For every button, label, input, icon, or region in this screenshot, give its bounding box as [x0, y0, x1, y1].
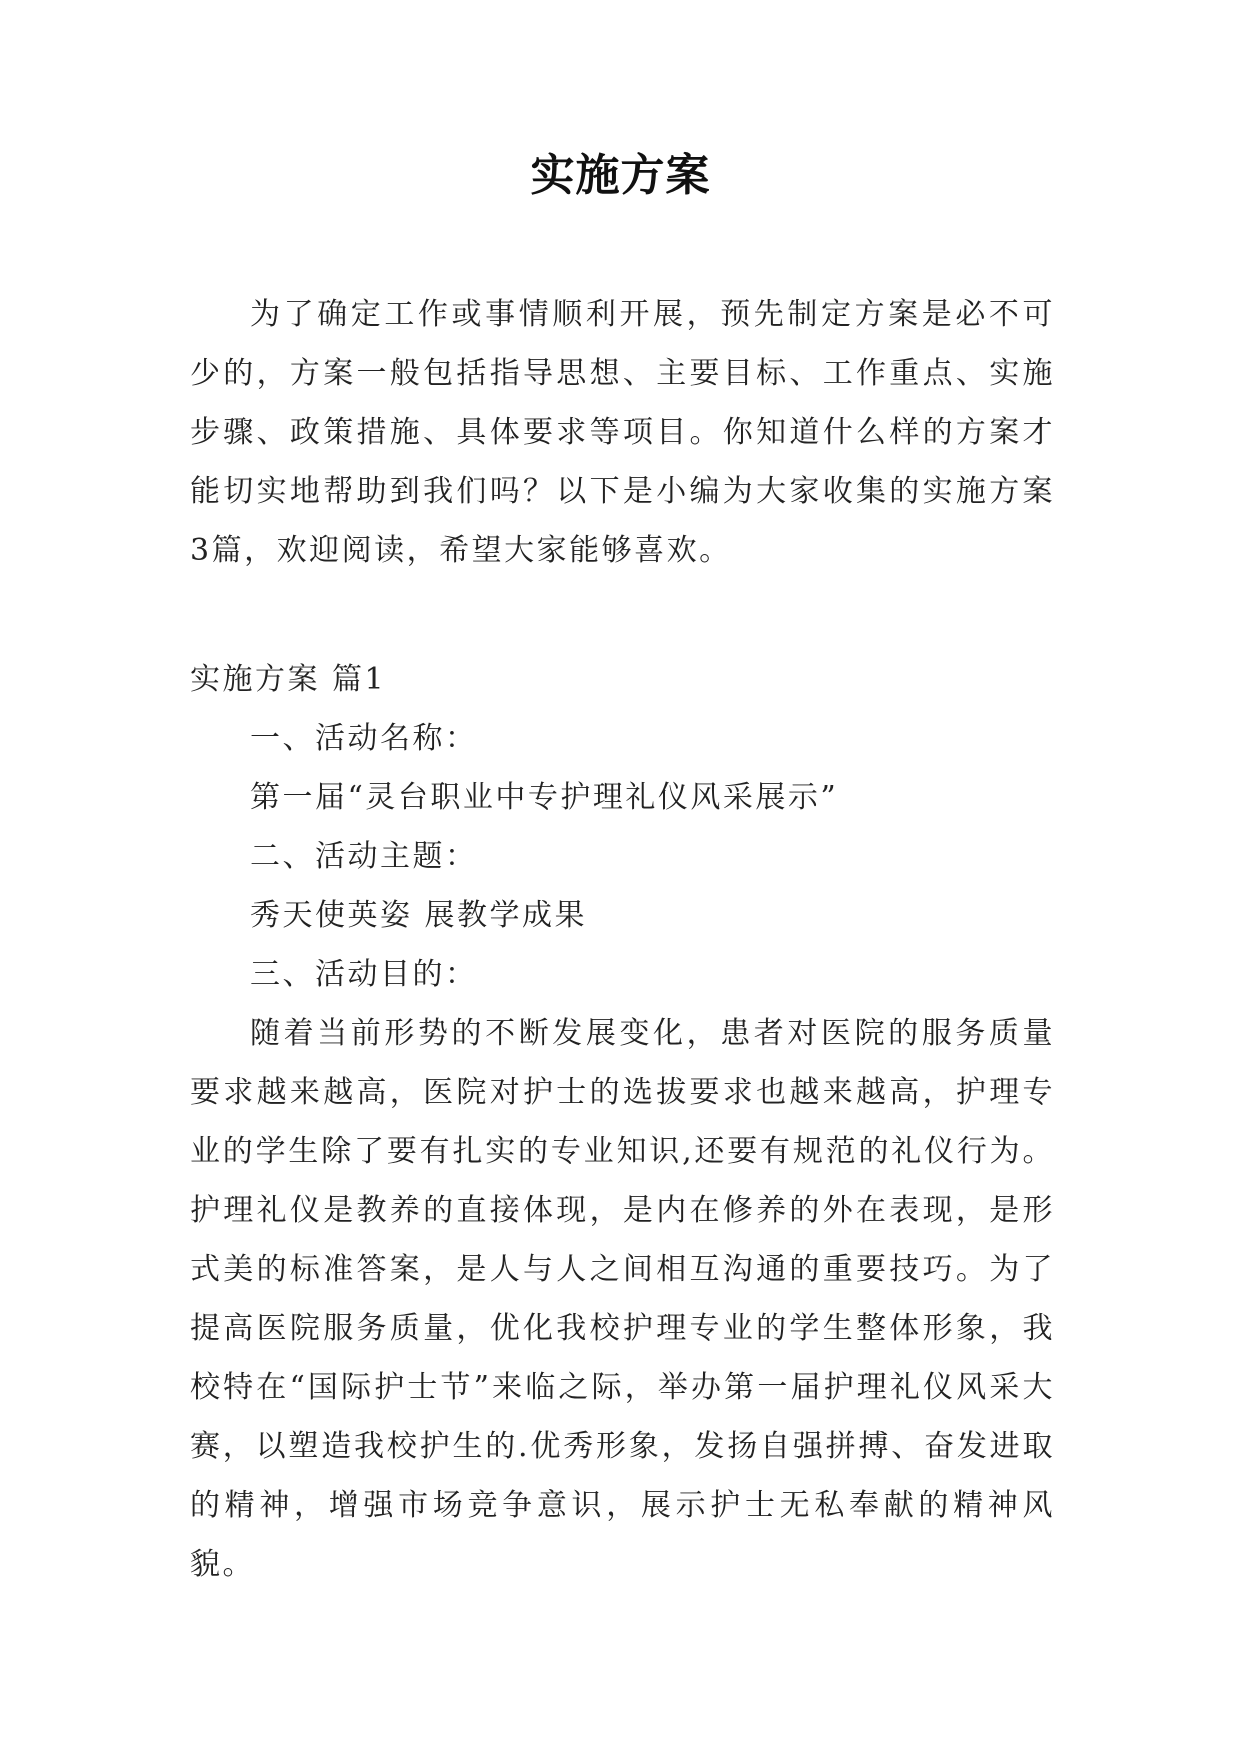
item-value-name: 第一届“灵台职业中专护理礼仪风采展示” — [250, 780, 839, 815]
item-label-purpose: 三、活动目的： — [250, 957, 478, 992]
item-value-purpose: 随着当前形势的不断发展变化，患者对医院的服务质量要求越来越高，医院对护士的选拔要求也越来越高，护理专业的学生除了要有扎实的专业知识,还要有规范的礼仪行为。护理礼仪是教养的直接体现，是内在修养的外在表现，是形式美的标准答案，是人与人之间相互沟通的重要技巧。为了提高医院服务质量，优化我校护理专业的学生整体形象，我校特在“国际护士节”来临之际，举办第一届护理礼仪风采大赛，以塑造我校护生的.优秀形象，发扬自强拼搏、奋发进取的精神，增强市场竞争意识，展示护士无私奉献的精神风貌。 — [190, 1016, 1055, 1582]
item-label-theme: 二、活动主题： — [250, 839, 478, 874]
paragraph-spacer — [190, 580, 1055, 650]
item-value-theme: 秀天使英姿 展教学成果 — [250, 898, 588, 933]
document-title: 实施方案 — [530, 150, 711, 201]
document-body — [190, 285, 1055, 1594]
section-heading: 实施方案 篇1 — [190, 662, 387, 697]
item-label-name: 一、活动名称： — [250, 721, 478, 756]
intro-paragraph: 为了确定工作或事情顺利开展，预先制定方案是必不可少的，方案一般包括指导思想、主要目标、工作重点、实施步骤、政策措施、具体要求等项目。你知道什么样的方案才能切实地帮助到我们吗？以下是小编为大家收集的实施方案3篇，欢迎阅读，希望大家能够喜欢。 — [190, 297, 1055, 568]
